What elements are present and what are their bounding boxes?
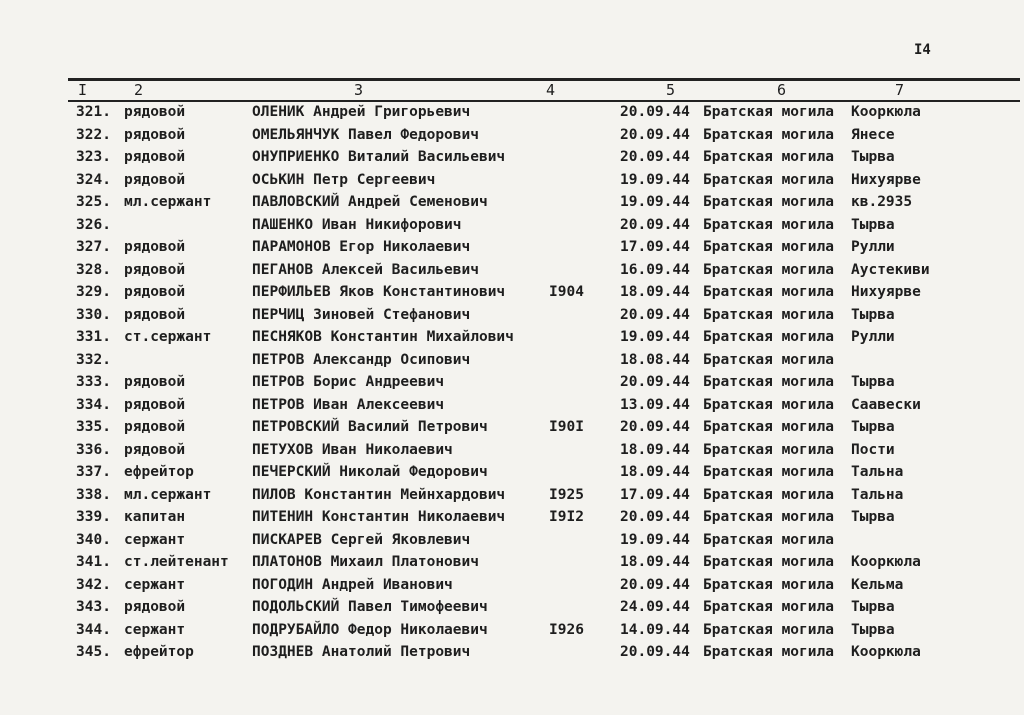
record-rank: сержант bbox=[124, 621, 186, 638]
record-death-date: 20.09.44 bbox=[620, 104, 690, 120]
column-header-4: 4 bbox=[546, 81, 556, 99]
record-name: ПЛАТОНОВ Михаил Платонович bbox=[252, 554, 479, 570]
table-row bbox=[0, 506, 1024, 529]
record-rank: сержант bbox=[124, 576, 186, 593]
record-rank: рядовой bbox=[124, 374, 186, 390]
record-name: ПЕТРОВ Борис Андреевич bbox=[252, 374, 445, 390]
table-row bbox=[0, 259, 1024, 282]
record-rank: рядовой bbox=[124, 104, 186, 120]
record-death-date: 14.09.44 bbox=[620, 621, 690, 638]
record-number: 328. bbox=[76, 261, 111, 278]
record-rank: рядовой bbox=[124, 306, 186, 323]
record-burial-type: Братская могила bbox=[703, 621, 834, 638]
table-row bbox=[0, 214, 1024, 237]
column-header-6: 6 bbox=[777, 81, 787, 99]
record-burial-type: Братская могила bbox=[703, 216, 834, 233]
record-burial-type: Братская могила bbox=[703, 441, 834, 458]
record-birth-year: I9I2 bbox=[549, 509, 584, 525]
record-number: 342. bbox=[76, 576, 111, 593]
record-death-date: 19.09.44 bbox=[620, 329, 690, 345]
record-name: ПИСКАРЕВ Сергей Яковлевич bbox=[252, 531, 471, 548]
record-burial-place: Тырва bbox=[851, 306, 895, 323]
record-burial-type: Братская могила bbox=[703, 126, 834, 143]
record-death-date: 18.09.44 bbox=[620, 441, 690, 458]
record-burial-type: Братская могила bbox=[703, 419, 834, 435]
record-death-date: 16.09.44 bbox=[620, 261, 690, 278]
record-name: ПЕТРОВСКИЙ Василий Петрович bbox=[252, 419, 488, 435]
record-burial-type: Братская могила bbox=[703, 554, 834, 570]
record-death-date: 20.09.44 bbox=[620, 576, 690, 593]
record-burial-type: Братская могила bbox=[703, 261, 834, 278]
table-row bbox=[0, 619, 1024, 642]
record-burial-type: Братская могила bbox=[703, 284, 834, 300]
page-number: I4 bbox=[914, 42, 931, 58]
record-burial-place: Кооркюла bbox=[851, 104, 921, 120]
record-number: 341. bbox=[76, 554, 111, 570]
record-name: ПАРАМОНОВ Егор Николаевич bbox=[252, 239, 471, 255]
record-death-date: 20.09.44 bbox=[620, 149, 690, 165]
record-rank: рядовой bbox=[124, 419, 186, 435]
record-name: ПЕГАНОВ Алексей Васильевич bbox=[252, 261, 479, 278]
record-rank: мл.сержант bbox=[124, 194, 212, 210]
record-birth-year: I925 bbox=[549, 486, 584, 503]
record-name: ОМЕЛЬЯНЧУК Павел Федорович bbox=[252, 126, 479, 143]
table-row bbox=[0, 191, 1024, 214]
record-death-date: 18.08.44 bbox=[620, 351, 690, 368]
record-rank: рядовой bbox=[124, 149, 186, 165]
record-burial-type: Братская могила bbox=[703, 306, 834, 323]
record-death-date: 20.09.44 bbox=[620, 374, 690, 390]
record-death-date: 24.09.44 bbox=[620, 599, 690, 615]
table-row bbox=[0, 529, 1024, 552]
record-burial-place: Тырва bbox=[851, 599, 895, 615]
record-burial-place: Тальна bbox=[851, 486, 904, 503]
record-burial-place: Пости bbox=[851, 441, 895, 458]
record-number: 323. bbox=[76, 149, 111, 165]
record-burial-place: Тырва bbox=[851, 149, 895, 165]
record-number: 344. bbox=[76, 621, 111, 638]
record-name: ПОЗДНЕВ Анатолий Петрович bbox=[252, 644, 471, 660]
table-row bbox=[0, 169, 1024, 192]
record-name: ОСЬКИН Петр Сергеевич bbox=[252, 171, 436, 188]
record-name: ПОДРУБАЙЛО Федор Николаевич bbox=[252, 621, 488, 638]
record-burial-place: Нихуярве bbox=[851, 284, 921, 300]
record-rank: рядовой bbox=[124, 441, 186, 458]
record-rank: рядовой bbox=[124, 396, 186, 413]
record-death-date: 19.09.44 bbox=[620, 531, 690, 548]
record-burial-type: Братская могила bbox=[703, 644, 834, 660]
record-rank: ефрейтор bbox=[124, 464, 194, 480]
record-number: 333. bbox=[76, 374, 111, 390]
record-number: 322. bbox=[76, 126, 111, 143]
record-rank: капитан bbox=[124, 509, 186, 525]
record-death-date: 18.09.44 bbox=[620, 464, 690, 480]
record-name: ПЕТУХОВ Иван Николаевич bbox=[252, 441, 453, 458]
table-row bbox=[0, 641, 1024, 664]
record-burial-type: Братская могила bbox=[703, 329, 834, 345]
table-row bbox=[0, 596, 1024, 619]
table-row bbox=[0, 394, 1024, 417]
record-rank: сержант bbox=[124, 531, 186, 548]
table-row bbox=[0, 574, 1024, 597]
record-burial-place: Рулли bbox=[851, 239, 895, 255]
record-name: ОЛЕНИК Андрей Григорьевич bbox=[252, 104, 471, 120]
record-number: 325. bbox=[76, 194, 111, 210]
record-name: ОНУПРИЕНКО Виталий Васильевич bbox=[252, 149, 506, 165]
record-number: 321. bbox=[76, 104, 111, 120]
record-number: 334. bbox=[76, 396, 111, 413]
record-number: 330. bbox=[76, 306, 111, 323]
record-death-date: 13.09.44 bbox=[620, 396, 690, 413]
record-birth-year: I926 bbox=[549, 621, 584, 638]
record-burial-place: Рулли bbox=[851, 329, 895, 345]
record-number: 345. bbox=[76, 644, 111, 660]
column-header-3: 3 bbox=[354, 81, 364, 99]
record-rank: рядовой bbox=[124, 284, 186, 300]
record-number: 335. bbox=[76, 419, 111, 435]
record-burial-type: Братская могила bbox=[703, 396, 834, 413]
record-death-date: 18.09.44 bbox=[620, 284, 690, 300]
record-rank: ст.лейтенант bbox=[124, 554, 229, 570]
record-number: 340. bbox=[76, 531, 111, 548]
record-burial-type: Братская могила bbox=[703, 486, 834, 503]
record-death-date: 20.09.44 bbox=[620, 419, 690, 435]
record-rank: рядовой bbox=[124, 126, 186, 143]
column-header-7: 7 bbox=[895, 81, 905, 99]
record-burial-place: Тальна bbox=[851, 464, 904, 480]
record-name: ПИТЕНИН Константин Николаевич bbox=[252, 509, 506, 525]
record-burial-type: Братская могила bbox=[703, 509, 834, 525]
record-number: 331. bbox=[76, 329, 111, 345]
record-death-date: 19.09.44 bbox=[620, 171, 690, 188]
record-name: ПЕТРОВ Иван Алексеевич bbox=[252, 396, 445, 413]
table-row bbox=[0, 124, 1024, 147]
record-burial-type: Братская могила bbox=[703, 194, 834, 210]
record-burial-place: Янесе bbox=[851, 126, 895, 143]
record-burial-place: Тырва bbox=[851, 374, 895, 390]
record-death-date: 18.09.44 bbox=[620, 554, 690, 570]
record-burial-place: Тырва bbox=[851, 419, 895, 435]
record-rank: рядовой bbox=[124, 261, 186, 278]
column-header-5: 5 bbox=[666, 81, 676, 99]
record-number: 343. bbox=[76, 599, 111, 615]
record-number: 337. bbox=[76, 464, 111, 480]
record-burial-place: Кооркюла bbox=[851, 554, 921, 570]
column-header-2: 2 bbox=[134, 81, 144, 99]
record-rank: рядовой bbox=[124, 239, 186, 255]
record-burial-type: Братская могила bbox=[703, 464, 834, 480]
record-death-date: 20.09.44 bbox=[620, 644, 690, 660]
record-number: 324. bbox=[76, 171, 111, 188]
table-row bbox=[0, 416, 1024, 439]
record-number: 338. bbox=[76, 486, 111, 503]
record-burial-place: Тырва bbox=[851, 621, 895, 638]
record-burial-place: Аустекиви bbox=[851, 261, 930, 278]
table-row bbox=[0, 461, 1024, 484]
record-name: ПАШЕНКО Иван Никифорович bbox=[252, 216, 462, 233]
record-rank: рядовой bbox=[124, 599, 186, 615]
record-burial-type: Братская могила bbox=[703, 239, 834, 255]
record-burial-type: Братская могила bbox=[703, 104, 834, 120]
record-rank: ст.сержант bbox=[124, 329, 212, 345]
record-number: 329. bbox=[76, 284, 111, 300]
record-number: 339. bbox=[76, 509, 111, 525]
record-birth-year: I904 bbox=[549, 284, 584, 300]
record-death-date: 17.09.44 bbox=[620, 239, 690, 255]
record-name: ПОДОЛЬСКИЙ Павел Тимофеевич bbox=[252, 599, 488, 615]
table-row bbox=[0, 101, 1024, 124]
record-number: 326. bbox=[76, 216, 111, 233]
table-row bbox=[0, 236, 1024, 259]
record-name: ПЕРЧИЦ Зиновей Стефанович bbox=[252, 306, 471, 323]
records-table bbox=[0, 101, 1024, 664]
record-rank: мл.сержант bbox=[124, 486, 212, 503]
record-number: 336. bbox=[76, 441, 111, 458]
table-row bbox=[0, 484, 1024, 507]
record-name: ПЕРФИЛЬЕВ Яков Константинович bbox=[252, 284, 506, 300]
record-burial-place: Кооркюла bbox=[851, 644, 921, 660]
record-rank: ефрейтор bbox=[124, 644, 194, 660]
record-death-date: 19.09.44 bbox=[620, 194, 690, 210]
record-name: ПАВЛОВСКИЙ Андрей Семенович bbox=[252, 194, 488, 210]
record-burial-type: Братская могила bbox=[703, 599, 834, 615]
record-rank: рядовой bbox=[124, 171, 186, 188]
record-burial-place: кв.2935 bbox=[851, 194, 913, 210]
record-death-date: 20.09.44 bbox=[620, 306, 690, 323]
record-name: ПЕСНЯКОВ Константин Михайлович bbox=[252, 329, 514, 345]
record-burial-place: Тырва bbox=[851, 509, 895, 525]
table-row bbox=[0, 281, 1024, 304]
record-burial-place: Саавески bbox=[851, 396, 921, 413]
header-top-rule bbox=[68, 78, 1020, 81]
record-burial-place: Кельма bbox=[851, 576, 904, 593]
record-burial-type: Братская могила bbox=[703, 171, 834, 188]
record-name: ПЕЧЕРСКИЙ Николай Федорович bbox=[252, 464, 488, 480]
record-burial-place: Тырва bbox=[851, 216, 895, 233]
record-burial-place: Нихуярве bbox=[851, 171, 921, 188]
record-burial-type: Братская могила bbox=[703, 351, 834, 368]
table-row bbox=[0, 326, 1024, 349]
table-row bbox=[0, 371, 1024, 394]
record-death-date: 17.09.44 bbox=[620, 486, 690, 503]
record-burial-type: Братская могила bbox=[703, 531, 834, 548]
table-row bbox=[0, 304, 1024, 327]
table-row bbox=[0, 146, 1024, 169]
record-number: 327. bbox=[76, 239, 111, 255]
record-name: ПИЛОВ Константин Мейнхардович bbox=[252, 486, 506, 503]
record-name: ПЕТРОВ Александр Осипович bbox=[252, 351, 471, 368]
record-burial-type: Братская могила bbox=[703, 576, 834, 593]
table-row bbox=[0, 439, 1024, 462]
record-death-date: 20.09.44 bbox=[620, 126, 690, 143]
record-number: 332. bbox=[76, 351, 111, 368]
record-burial-type: Братская могила bbox=[703, 374, 834, 390]
record-death-date: 20.09.44 bbox=[620, 509, 690, 525]
record-burial-type: Братская могила bbox=[703, 149, 834, 165]
table-row bbox=[0, 551, 1024, 574]
column-header-1: I bbox=[78, 81, 88, 99]
table-row bbox=[0, 349, 1024, 372]
record-death-date: 20.09.44 bbox=[620, 216, 690, 233]
record-name: ПОГОДИН Андрей Иванович bbox=[252, 576, 453, 593]
record-birth-year: I90I bbox=[549, 419, 584, 435]
